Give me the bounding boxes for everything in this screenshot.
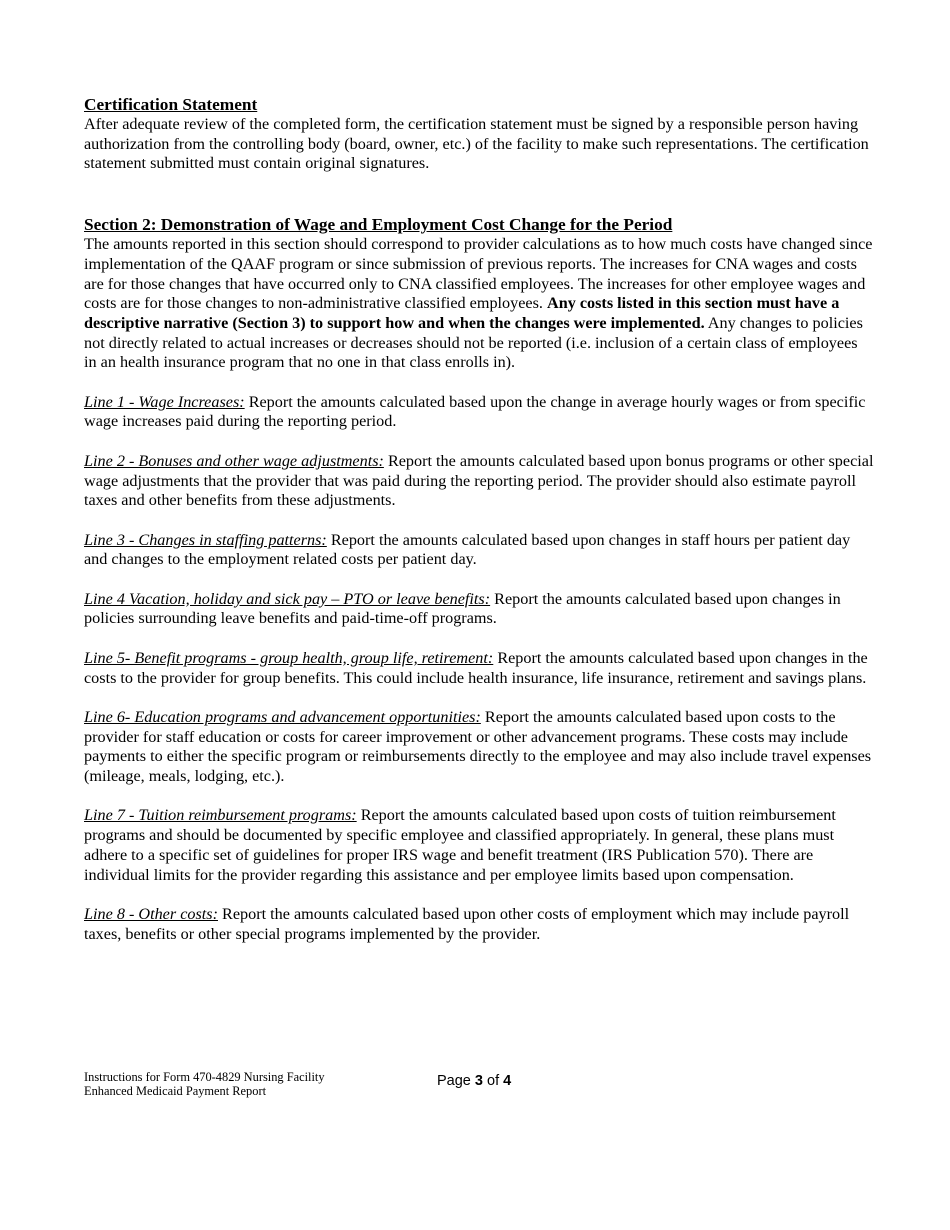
line-text: Report the amounts calculated based upon the change in average hourly wages or from specific wage increases paid during the reporting period.	[84, 392, 866, 431]
line-text: Report the amounts calculated based upon costs to the provider for staff education or costs for career improvement or other advancement programs. These costs may include payments to either the specific program or reimbursements directly to the employee and may also include travel expenses (mileage, meals, lodging, etc.).	[84, 707, 872, 785]
page-word: Page	[437, 1073, 475, 1089]
line-text: Report the amounts calculated based upon bonus programs or other special wage adjustments that the provider that was paid during the reporting period. The provider should also estimate payroll taxes and other benefits from these adjustments.	[84, 451, 874, 510]
line-item-2	[84, 452, 874, 511]
line-item-1	[84, 393, 874, 432]
line-label: Line 6- Education programs and advancement opportunities:	[84, 707, 481, 726]
line-text: Report the amounts calculated based upon changes in staff hours per patient day and changes to the employment related costs per patient day.	[84, 530, 851, 569]
line-label: Line 5- Benefit programs - group health, group life, retirement:	[84, 648, 494, 667]
line-item-6	[84, 708, 874, 787]
line-label: Line 3 - Changes in staffing patterns:	[84, 530, 327, 549]
line-text: Report the amounts calculated based upon changes in policies surrounding leave benefits and paid-time-off programs.	[84, 589, 841, 628]
section2-intro	[84, 235, 874, 373]
page-total: 4	[503, 1073, 512, 1089]
line-text: Report the amounts calculated based upon changes in the costs to the provider for group benefits. This could include health insurance, life insurance, retirement and savings plans.	[84, 648, 868, 687]
certification-body: After adequate review of the completed form, the certification statement must be signed by a responsible person having authorization from the controlling body (board, owner, etc.) of the facility to make such representations. The certification statement submitted must contain original signatures.	[84, 115, 869, 173]
line-item-7	[84, 806, 874, 885]
footer-form-title	[84, 1070, 325, 1098]
section2-intro-part2: Any changes to policies not directly related to actual increases or decreases should not be reported (i.e. inclusion of a certain class of employees in an health insurance program that no one in that class enrolls in).	[84, 313, 863, 372]
page-number	[437, 1072, 511, 1090]
footer-form-line2: Enhanced Medicaid Payment Report	[84, 1084, 267, 1098]
line-label: Line 1 - Wage Increases:	[84, 392, 245, 411]
line-label: Line 8 - Other costs:	[84, 904, 218, 923]
line-text: Report the amounts calculated based upon costs of tuition reimbursement programs and should be documented by specific employee and classified appropriately. In general, these plans must adhere to a specific set of guidelines for proper IRS wage and benefit treatment (IRS Publication 570). There are individual limits for the provider regarding this assistance and per employee limits based upon compensation.	[84, 806, 836, 884]
line-item-4	[84, 590, 874, 629]
page-of: of	[482, 1073, 504, 1089]
page-current: 3	[474, 1073, 483, 1089]
certification-heading: Certification Statement	[84, 95, 258, 114]
section2-intro-bold: Any costs listed in this section must have a descriptive narrative (Section 3) to support how and when the changes were implemented.	[84, 294, 840, 332]
line-label: Line 2 - Bonuses and other wage adjustments:	[84, 451, 384, 470]
section2-heading: Section 2: Demonstration of Wage and Employment Cost Change for the Period	[84, 215, 673, 235]
section2-intro-part1: The amounts reported in this section should correspond to provider calculations as to how much costs have changed since implementation of the QAAF program or since submission of previous reports. The increases for CNA wages and costs are for those changes that have occurred only to CNA classified employees. The increases for other employee wages and costs are for those changes to non-administrative classified employees.	[84, 235, 873, 313]
line-item-8	[84, 905, 874, 944]
line-item-3	[84, 531, 874, 570]
line-label: Line 7 - Tuition reimbursement programs:	[84, 806, 357, 825]
spacer	[84, 174, 874, 215]
document-page	[84, 95, 874, 944]
line-text: Report the amounts calculated based upon other costs of employment which may include payroll taxes, benefits or other special programs implemented by the provider.	[84, 904, 850, 943]
footer-form-line1: Instructions for Form 470-4829 Nursing Facility	[84, 1070, 325, 1084]
line-label: Line 4 Vacation, holiday and sick pay – PTO or leave benefits:	[84, 589, 491, 608]
line-item-5	[84, 649, 874, 688]
